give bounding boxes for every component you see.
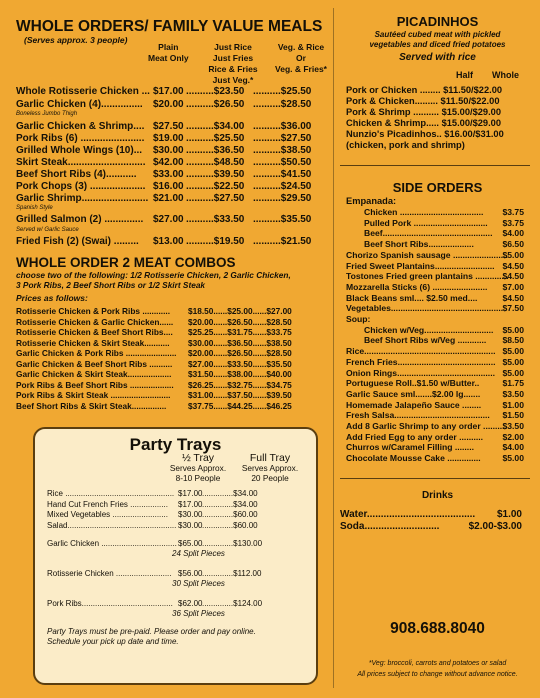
item-price: $33.00 xyxy=(153,169,184,180)
item-price: ..........$50.50 xyxy=(253,157,312,168)
item-price: $17.00 xyxy=(153,86,184,97)
item-price: ..........$36.00 xyxy=(253,121,312,132)
item-price: $27.00 xyxy=(153,214,184,225)
item-price: $1.00 xyxy=(496,509,522,520)
item-name: Portuguese Roll..$1.50 w/Butter.. xyxy=(346,378,480,389)
item-price: $3.75 xyxy=(502,207,524,217)
item-price: $17.00 xyxy=(178,499,203,509)
whole-orders-subtitle: (Serves approx. 3 people) xyxy=(24,35,128,45)
whole-header: Whole xyxy=(492,70,519,80)
item-price: $20.00......$26.50......$28.50 xyxy=(188,348,292,358)
picadinhos-list xyxy=(346,85,536,155)
col-header-veg xyxy=(270,42,332,75)
item-name: Garlic Chicken & Shrimp.... xyxy=(16,121,145,132)
item-price: $30.00 xyxy=(178,510,203,519)
item-price: ..........$24.50 xyxy=(253,181,312,192)
item-price: ..........$21.50 xyxy=(253,236,312,247)
item-name: Black Beans sml.... $2.50 med.... xyxy=(346,292,478,303)
item-name: Rice ................................................. xyxy=(47,489,175,498)
footnote-prices: All prices subject to change without advance notice. xyxy=(357,671,518,678)
item-name: Chicken w/Veg............................. xyxy=(364,324,494,335)
menu-item: Nunzio's Picadinhos.. $16.00/$31.00 xyxy=(346,129,504,139)
item-price: $4.50 xyxy=(502,260,524,271)
section-divider xyxy=(340,478,530,479)
item-name: Soup: xyxy=(346,314,371,324)
menu-item: Pork & Chicken......... $11.50/$22.00 xyxy=(346,96,500,106)
item-price: ..........$29.50 xyxy=(253,193,312,204)
combos-desc: choose two of the following: 1/2 Rotisserie Chicken, 2 Garlic Chicken, xyxy=(16,270,291,280)
combos-list xyxy=(16,306,334,416)
item-price: $31.50......$38.00......$40.00 xyxy=(188,369,292,379)
item-price: ..............$34.00 xyxy=(202,489,258,498)
col-header-line: Rice & Fries xyxy=(208,64,258,74)
item-name: Add Fried Egg to any order .......... xyxy=(346,431,484,442)
col-header-rice-fries xyxy=(203,42,263,86)
item-price: ..........$33.50 xyxy=(186,214,245,225)
footnote-veg: *Veg: broccoli, carrots and potatoes or salad xyxy=(368,660,507,667)
item-price: ..........$26.50 xyxy=(186,99,245,110)
item-price: $13.00 xyxy=(153,236,184,247)
item-name: Churros w/Caramel Filling ........ xyxy=(346,442,474,453)
picadinhos-desc: Sautéed cubed meat with pickled xyxy=(374,30,501,39)
item-price: $4.00 xyxy=(502,442,524,453)
item-price: $5.00 xyxy=(502,453,524,464)
item-price: $4.00 xyxy=(502,228,524,239)
item-price: $6.50 xyxy=(502,239,524,250)
item-price: ..........$38.50 xyxy=(253,145,312,156)
item-name: Garlic Sauce sml.......$2.00 lg....... xyxy=(346,388,481,399)
combos-title: WHOLE ORDER 2 MEAT COMBOS xyxy=(16,255,236,270)
party-trays-list xyxy=(47,489,309,619)
combos-desc: 3 Pork Ribs, 2 Beef Short Ribs or 1/2 Skirt Steak xyxy=(16,280,206,290)
item-name: Rotisserie Chicken & Skirt Steak........... xyxy=(16,337,170,348)
phone-number: 908.688.8040 xyxy=(390,620,485,637)
item-price: ..........$22.50 xyxy=(186,181,245,192)
item-price: $56.00 xyxy=(178,569,203,578)
item-price: $26.25......$32.75......$34.75 xyxy=(188,379,292,390)
item-name: Tostones Fried green plantains .............. xyxy=(346,271,509,282)
col-header-line: Just Rice xyxy=(214,42,252,52)
drinks-item xyxy=(340,521,522,535)
whole-orders-title: WHOLE ORDERS/ FAMILY VALUE MEALS xyxy=(16,18,323,35)
item-name: Garlic Shrimp........................ xyxy=(16,193,149,204)
tray-people: 20 People xyxy=(251,473,289,483)
item-price: $31.00......$37.50......$39.50 xyxy=(188,390,292,400)
item-note: Boneless Jumbo Thigh xyxy=(16,111,78,117)
tray-size: ½ Tray xyxy=(181,452,215,464)
item-note: 24 Split Pieces xyxy=(172,549,225,558)
item-price: $3.50 xyxy=(502,421,524,431)
menu-item-note: (chicken, pork and shrimp) xyxy=(346,140,465,150)
item-price: $4.50 xyxy=(502,292,524,303)
empanada-label: Empanada: xyxy=(346,196,397,206)
item-price: $1.00 xyxy=(502,399,524,410)
item-price: ..............$60.00 xyxy=(202,520,258,530)
item-price: $30.00 xyxy=(153,145,184,156)
side-orders-title: SIDE ORDERS xyxy=(392,180,483,195)
col-header-line: Just Veg.* xyxy=(212,75,254,85)
item-name: Rotisserie Chicken & Pork Ribs ............ xyxy=(16,306,170,316)
item-price: $19.00 xyxy=(153,133,184,144)
item-name: Skirt Steak............................ xyxy=(16,157,146,168)
menu-item: Chicken & Shrimp..... $15.00/$29.00 xyxy=(346,118,502,128)
combos-prices-label: Prices as follows: xyxy=(16,293,88,303)
item-name: Fried Sweet Plantains......................... xyxy=(346,260,495,271)
item-price: $18.50......$25.00......$27.00 xyxy=(188,306,292,316)
item-price: ..........$36.50 xyxy=(186,145,245,156)
item-name: Chocolate Mousse Cake .............. xyxy=(346,453,481,464)
item-name: Garlic Chicken .................................. xyxy=(47,539,177,548)
item-price: $65.00 xyxy=(178,539,203,548)
item-name: Hand Cut French Fries ................. xyxy=(47,499,168,509)
picadinhos-title: PICADINHOS xyxy=(396,14,479,29)
item-price: ..........$19.50 xyxy=(186,236,245,247)
item-name: Chicken ................................... xyxy=(364,207,484,217)
item-name: Rotisserie Chicken & Beef Short Ribs.... xyxy=(16,327,173,337)
item-price: $27.00......$33.50......$35.50 xyxy=(188,358,292,369)
item-name: French Fries......................................... xyxy=(346,356,496,367)
item-name: Whole Rotisserie Chicken ... xyxy=(16,86,150,97)
item-price: $62.00 xyxy=(178,599,203,608)
tray-people: 8-10 People xyxy=(175,473,221,483)
item-price: ..............$112.00 xyxy=(202,569,262,578)
item-name: Garlic Chicken & Pork Ribs ...................... xyxy=(16,348,177,358)
half-tray-header xyxy=(163,453,233,483)
item-name: Rotisserie Chicken & Garlic Chicken...... xyxy=(16,316,174,327)
item-price: ..........$27.50 xyxy=(253,133,312,144)
item-price: $27.50 xyxy=(153,121,184,132)
tray-size: Full Tray xyxy=(249,452,291,464)
item-name: Chorizo Spanish sausage ....................... xyxy=(346,249,508,260)
item-name: Pork Ribs......................................... xyxy=(47,599,173,608)
col-header-line: Or xyxy=(296,53,306,63)
item-name: Fried Fish (2) (Swai) ......... xyxy=(16,236,139,247)
item-price: ..........$27.50 xyxy=(186,193,245,204)
item-price: $42.00 xyxy=(153,157,184,168)
menu-item: Pork & Shrimp .......... $15.00/$29.00 xyxy=(346,107,502,117)
item-price: $4.50 xyxy=(502,271,524,282)
item-name: Garlic Chicken & Skirt Steak................... xyxy=(16,369,172,379)
item-name: Pork Ribs & Beef Short Ribs ................... xyxy=(16,379,174,390)
half-header: Half xyxy=(456,70,474,80)
item-price: ..........$23.50 xyxy=(186,86,245,97)
item-name: Beef Short Ribs (4)........... xyxy=(16,169,137,180)
side-orders-list xyxy=(346,207,524,477)
item-price: $30.00......$36.50......$38.50 xyxy=(188,337,292,348)
item-price: ..........$34.00 xyxy=(186,121,245,132)
item-name: Salad................................................. xyxy=(47,520,177,530)
item-price: ..............$60.00 xyxy=(202,510,258,519)
item-price: $1.75 xyxy=(502,378,524,389)
item-price: $5.00 xyxy=(502,324,524,335)
item-name: Garlic Chicken (4)............... xyxy=(16,99,143,110)
item-name: Pork Ribs (6) ....................... xyxy=(16,133,145,144)
item-name: Garlic Chicken & Beef Short Ribs .......... xyxy=(16,358,173,369)
drinks-title: Drinks xyxy=(421,490,454,501)
item-name: Pulled Pork ............................... xyxy=(364,217,488,228)
item-name: Grilled Salmon (2) .............. xyxy=(16,214,144,225)
item-name: Mozzarella Sticks (6) ....................... xyxy=(346,281,488,292)
item-price: $5.00 xyxy=(502,367,524,378)
item-price: ..............$130.00 xyxy=(202,539,263,548)
item-note: 30 Split Pieces xyxy=(172,579,225,588)
item-name: Fresh Salsa........................................ xyxy=(346,410,490,421)
item-name: Vegetables............................................... xyxy=(346,303,504,314)
item-name: Homemade Jalapeño Sauce ........ xyxy=(346,399,482,410)
item-price: $25.25......$31.75......$33.75 xyxy=(188,327,292,337)
col-header-plain xyxy=(148,42,189,64)
item-price: $37.75......$44.25......$46.25 xyxy=(188,400,292,411)
item-price: $30.00 xyxy=(178,520,203,530)
item-price: $5.00 xyxy=(502,249,524,260)
item-note: Served w/ Garlic Sauce xyxy=(16,227,79,233)
col-header-line: Meat Only xyxy=(148,53,189,63)
item-name: Soda........................... xyxy=(340,521,440,532)
tray-serves: Serves Approx. xyxy=(169,463,227,473)
item-price: ..........$25.50 xyxy=(253,86,312,97)
item-note: Spanish Style xyxy=(16,205,53,211)
party-trays-box xyxy=(33,427,318,685)
item-price: $20.00 xyxy=(153,99,184,110)
item-price: $2.00-$3.00 xyxy=(468,521,522,532)
item-price: $3.75 xyxy=(502,217,524,228)
full-tray-header xyxy=(235,453,305,483)
item-note: 36 Split Pieces xyxy=(172,609,225,618)
item-price: $8.50 xyxy=(502,335,524,346)
col-header-line: Veg. & Fries* xyxy=(275,64,327,74)
item-price: ..............$124.00 xyxy=(202,599,263,608)
item-price: ..........$41.50 xyxy=(253,169,312,180)
item-price: ..........$35.50 xyxy=(253,214,312,225)
section-divider xyxy=(340,165,530,166)
item-price: $7.50 xyxy=(502,303,524,314)
picadinhos-served: Served with rice xyxy=(399,52,476,63)
item-price: $5.00 xyxy=(502,356,524,367)
col-header-line: Veg. & Rice xyxy=(277,42,325,52)
col-header-line: Plain xyxy=(158,42,179,52)
item-price: $17.00 xyxy=(178,489,203,498)
item-price: ..........$39.50 xyxy=(186,169,245,180)
item-price: $2.00 xyxy=(502,431,524,442)
item-name: Beef Short Ribs................... xyxy=(364,239,474,250)
item-price: $3.50 xyxy=(502,388,524,399)
menu-item: Pork or Chicken ........ $11.50/$22.00 xyxy=(346,85,503,95)
tray-serves: Serves Approx. xyxy=(241,463,299,473)
item-name: Rotisserie Chicken ......................... xyxy=(47,569,172,578)
item-price: ..........$28.50 xyxy=(253,99,312,110)
item-name: Beef Short Ribs & Skirt Steak............... xyxy=(16,400,167,411)
item-price: ..........$25.50 xyxy=(186,133,245,144)
item-name: Pork Ribs & Skirt Steak .......................... xyxy=(16,390,171,400)
item-price: $21.00 xyxy=(153,193,184,204)
item-price: $1.50 xyxy=(502,410,524,421)
item-price: $16.00 xyxy=(153,181,184,192)
item-price: ..........$48.50 xyxy=(186,157,245,168)
party-footer: Schedule your pick up date and time. xyxy=(47,637,179,646)
item-price: $7.00 xyxy=(502,281,524,292)
item-name: Mixed Vegetables ......................... xyxy=(47,510,168,519)
item-name: Beef.............................................. xyxy=(364,228,493,239)
picadinhos-desc: vegetables and diced fried potatoes xyxy=(369,40,506,49)
party-trays-title: Party Trays xyxy=(129,435,222,454)
col-header-line: Just Fries xyxy=(212,53,254,63)
whole-orders-list xyxy=(16,86,334,256)
party-footer: Party Trays must be pre-paid. Please order and pay online. xyxy=(47,627,256,636)
item-price: $20.00......$26.50......$28.50 xyxy=(188,316,292,327)
item-name: Onion Rings......................................... xyxy=(346,367,495,378)
item-price: ..............$34.00 xyxy=(202,499,258,509)
item-name: Add 8 Garlic Shrimp to any order .......... xyxy=(346,421,507,431)
item-name: Rice....................................................... xyxy=(346,346,496,357)
item-name: Beef Short Ribs w/Veg ............ xyxy=(364,335,487,346)
item-price: $5.00 xyxy=(502,346,524,357)
item-name: Water....................................... xyxy=(340,509,476,520)
item-name: Pork Chops (3) .................... xyxy=(16,181,146,192)
item-name: Grilled Whole Wings (10)... xyxy=(16,145,143,156)
